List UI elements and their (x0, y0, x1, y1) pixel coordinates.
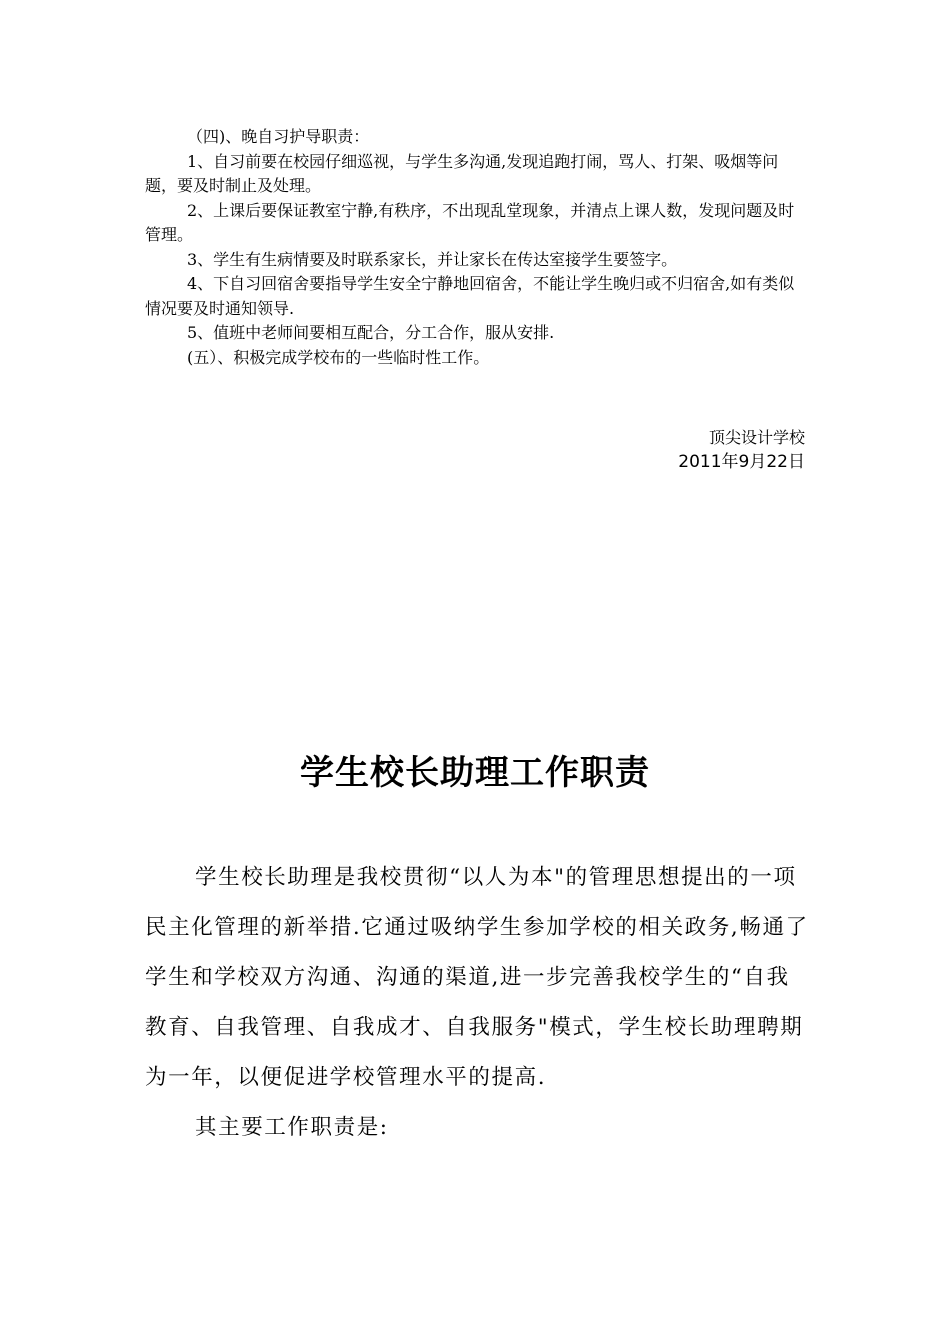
duty-item: 1、自习前要在校园仔细巡视，与学生多沟通,发现追跑打闹，骂人、打架、吸烟等问题，要及时制止及处理。 (145, 151, 779, 195)
duties-lead-paragraph: 其主要工作职责是: (195, 1115, 389, 1140)
document-title: 学生校长助理工作职责 (300, 753, 650, 793)
duty-item: 5、值班中老师间要相互配合，分工合作，服从安排. (187, 323, 555, 342)
section-closing: (五）、积极完成学校布的一些临时性工作。 (187, 347, 490, 367)
duty-item: 3、学生有生病情要及时联系家长，并让家长在传达室接学生要签字。 (187, 249, 678, 269)
assistant-duties-body (145, 853, 810, 1153)
duty-item: 2、上课后要保证教室宁静,有秩序，不出现乱堂现象，并清点上课人数，发现问题及时管理。 (145, 200, 795, 244)
signature-date: 2011年9月22日 (678, 452, 805, 472)
signature-block (678, 425, 805, 475)
school-name: 顶尖设计学校 (708, 428, 805, 447)
intro-paragraph: 学生校长助理是我校贯彻“以人为本"的管理思想提出的一项民主化管理的新举措.它通过吸纳学生参加学校的相关政务,畅通了学生和学校双方沟通、沟通的渠道,进一步完善我校学生的“自我教育、自我管理、自我成才、自我服务"模式，学生校长助理聘期为一年，以便促进学校管理水平的提高. (145, 865, 809, 1090)
section-heading: （四)、晚自习护导职责： (187, 127, 370, 146)
evening-study-duties (145, 125, 810, 370)
duty-item: 4、下自习回宿舍要指导学生安全宁静地回宿舍，不能让学生晚归或不归宿舍,如有类似情况要及时通知领导. (145, 274, 795, 318)
